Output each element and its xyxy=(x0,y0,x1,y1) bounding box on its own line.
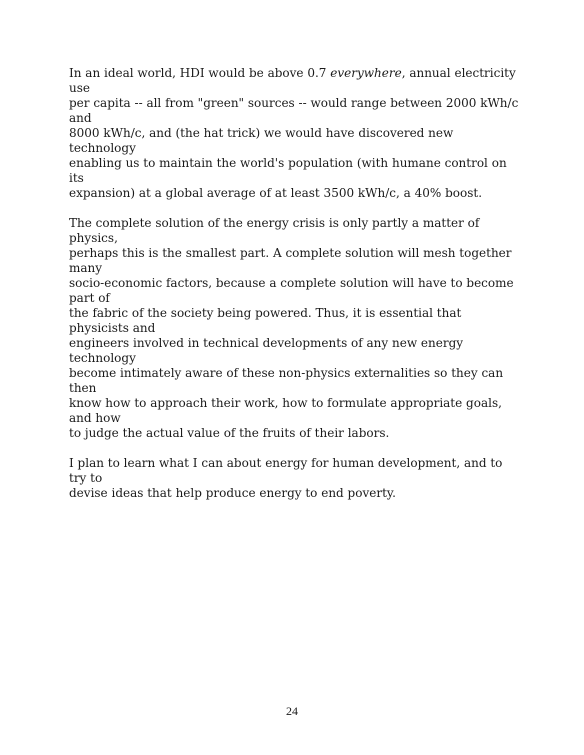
paragraph-plan: I plan to learn what I can about energy for human development, and to try to devise ideas that help produce energy to end poverty. xyxy=(69,456,503,500)
paragraph-ideal-world xyxy=(69,66,519,201)
emphasis-everywhere: everywhere xyxy=(330,66,402,80)
paragraph-energy-crisis: The complete solution of the energy crisis is only partly a matter of physics, perhaps this is the smallest part. A complete solution will mesh together many socio-economic factors, because a complete solution will have to become part of the fabric of the society being powered. Thus, it is essential that physicists and engineers involved in technical developments of any new energy technology become intimately aware of these non-physics externalities so they can then know how to approach their work, how to formulate appropriate goals, and how to judge the actual value of the fruits of their labors. xyxy=(69,216,514,440)
paragraph-ideal-world-part1: In an ideal world, HDI would be above 0.7 xyxy=(69,66,331,80)
body-text xyxy=(69,66,519,516)
paragraph-ideal-world-part2: , annual electricity use per capita -- all from "green" sources -- would range between 2000 kWh/c and 8000 kWh/c, and (the hat trick) we would have discovered new technology enabling us to maintain the world's population (with humane control on its expansion) at a global average of at least 3500 kWh/c, a 40% boost. xyxy=(69,66,519,200)
page-number: 24 xyxy=(286,704,298,718)
